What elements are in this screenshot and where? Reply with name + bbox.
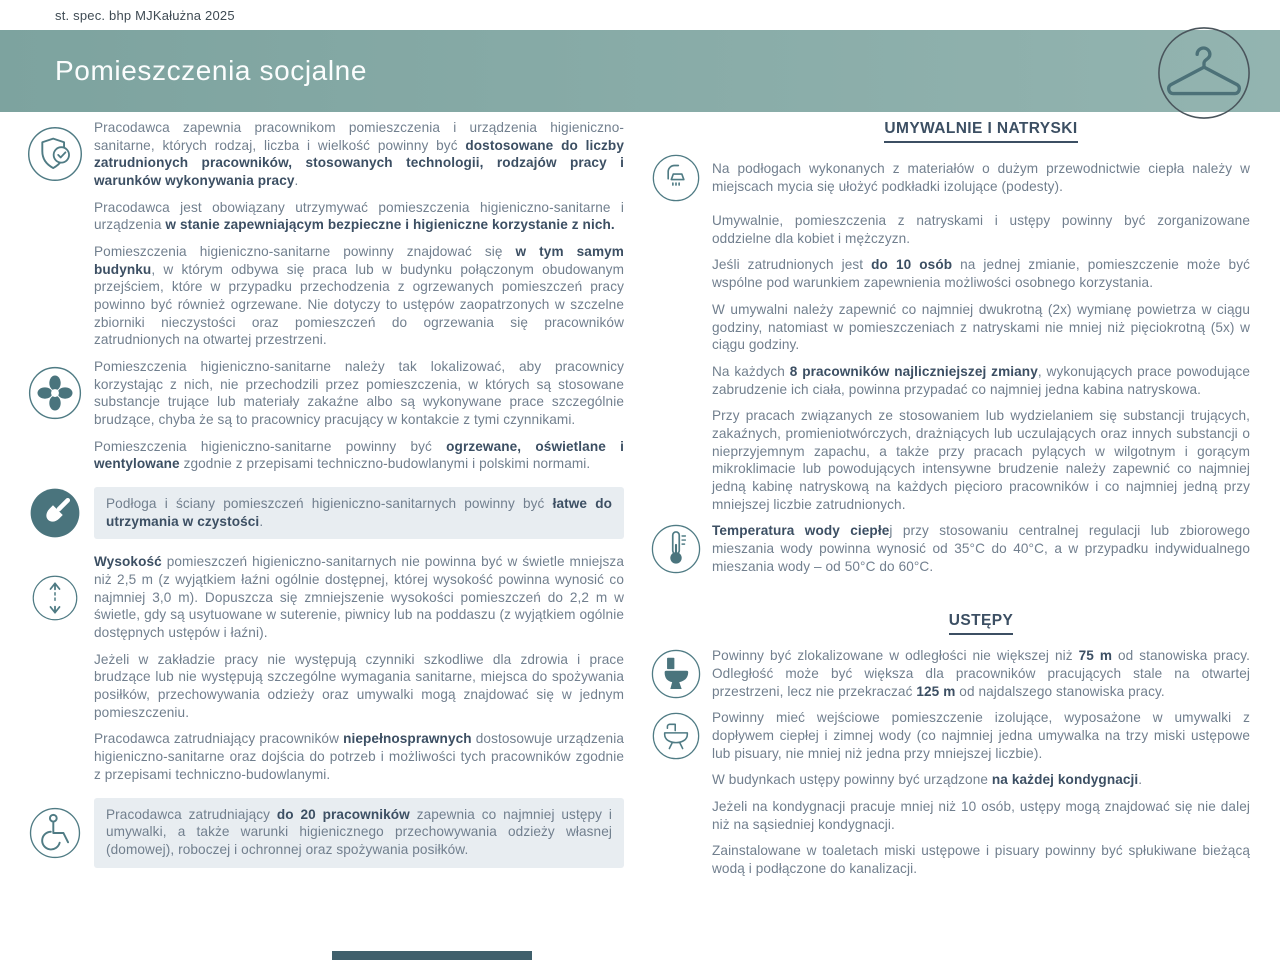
page-title: Pomieszczenia socjalne <box>55 55 368 86</box>
paragraph-text: Jeśli zatrudnionych jest do 10 osób na jednej zmianie, pomieszczenie może być wspólne pod warunkiem zapewnienia możliwości osobnego korzystania. <box>712 257 1250 291</box>
paragraph-text: Zainstalowane w toaletach miski ustępowe i pisuary powinny być spłukiwane bieżącą wodą i podłączone do kanalizacji. <box>712 843 1250 877</box>
para-separate-for-sexes <box>646 212 1250 247</box>
heading-umywalnie: UMYWALNIE I NATRYSKI <box>884 119 1077 143</box>
para-localization <box>22 358 624 429</box>
para-water-temperature <box>646 522 1250 575</box>
para-flushed-running-water <box>646 842 1250 877</box>
paragraph-text: Umywalnie, pomieszczenia z natryskami i ustępy powinny być zorganizowane oddzielne dla kobiet i mężczyzn. <box>712 213 1250 246</box>
left-column <box>0 119 640 887</box>
para-single-room <box>22 651 624 722</box>
section-umywalnie-heading <box>646 119 1250 143</box>
para-every-storey <box>646 771 1250 789</box>
credit-text: st. spec. bhp MJKałużna 2025 <box>55 7 235 23</box>
broom-icon <box>22 487 88 539</box>
para-shared-up-to-10 <box>646 256 1250 291</box>
para-same-building <box>22 243 624 349</box>
next-section-band-fragment <box>332 951 532 960</box>
para-maintain-safe-state <box>22 199 624 234</box>
para-up-to-20-workers <box>22 798 624 868</box>
paragraph-text: Pracodawca zatrudniający do 20 pracowników zapewnia co najmniej ustępy i umywalki, a także warunki higienicznego przechowywania odzieży własnej (domowej), roboczej i ochronnej oraz spożywania posiłków. <box>94 798 624 868</box>
para-disabled-workers <box>22 730 624 783</box>
paragraph-text: Wysokość pomieszczeń higieniczno-sanitarnych nie powinna być w świetle mniejsza niż 2,5 m (z wyjątkiem łaźni ogólnie dostępnej, której wysokość powinna wynosić co najmniej 3,0 m). Dopuszcza się zmniejszenie wysokości pomieszczeń do 2,2 m w świetle, gdy są usytuowane w suterenie, piwnicy lub na poddaszu (z wyjątkiem ogólnie dostępnych ustępów i łaźni). <box>94 554 624 641</box>
paragraph-text: Podłoga i ściany pomieszczeń higieniczno-sanitarnych powinny być łatwe do utrzymania w czystości. <box>94 487 624 539</box>
wheelchair-icon <box>22 806 88 860</box>
para-employer-provides <box>22 119 624 190</box>
height-arrows-icon <box>22 574 88 622</box>
para-height <box>22 553 624 641</box>
credit-bar <box>0 0 1280 30</box>
paragraph-text: Powinny mieć wejściowe pomieszczenie izolujące, wyposażone w umywalki z dopływem ciepłej i zimnej wody (co najmniej jedna umywalka na trzy miski ustępowe lub pisuary, nie mniej niż jedna przy mniejszej liczbie). <box>712 710 1250 761</box>
heading-ustepy: USTĘPY <box>949 611 1013 635</box>
para-adjacent-storey <box>646 798 1250 833</box>
section-ustepy-heading <box>646 611 1250 635</box>
paragraph-text: Pomieszczenia higieniczno-sanitarne powinny być ogrzewane, oświetlane i wentylowane zgodnie z przepisami techniczno-budowlanymi i polskimi normami. <box>94 438 624 472</box>
shower-icon <box>646 153 706 203</box>
paragraph-text: W budynkach ustępy powinny być urządzone na każdej kondygnacji. <box>712 772 1143 788</box>
para-toilet-distance <box>646 647 1250 700</box>
content <box>0 119 1280 887</box>
paragraph-text: Pomieszczenia higieniczno-sanitarne powinny znajdować się w tym samym budynku, w którym odbywa się praca lub w budynku połączonym obudowanym przejściem, które w przypadku przechodzenia z ogrzewanych pomieszczeń pracy powinno być również ogrzewane. Nie dotyczy to ustępów zaopatrzonych w szczelne zbiorniki nieczystości oraz pomieszczeń do ogrzewania się pracowników zatrudnionych na otwartej przestrzeni. <box>94 244 624 348</box>
para-entrance-room <box>646 709 1250 762</box>
fan-icon <box>22 365 88 421</box>
paragraph-text: Pracodawca jest obowiązany utrzymywać pomieszczenia higieniczno-sanitarne i urządzenia w stanie zapewniającym bezpieczne i higieniczne korzystanie z nich. <box>94 199 624 233</box>
paragraph-text: W umywalni należy zapewnić co najmniej dwukrotną (2x) wymianę powietrza w ciągu godziny, natomiast w pomieszczeniach z natryskami nie mniej niż pięciokrotną (5x) w ciągu godziny. <box>712 301 1250 353</box>
paragraph-text: Powinny być zlokalizowane w odległości nie większej niż 75 m od stanowiska pracy. Odległość może być większa dla pracowników pracujących stale na otwartej przestrzeni, lecz nie przekraczać 125 m od najdalszego stanowiska pracy. <box>712 648 1250 699</box>
washbasin-icon <box>646 711 706 761</box>
paragraph-text: Na każdych 8 pracowników najliczniejszej zmiany, wykonujących prace powodujące zabrudzenie ich ciała, powinna przypadać co najmniej jedna kabina natryskowa. <box>712 363 1251 397</box>
paragraph-text: Jeżeli w zakładzie pracy nie występują czynniki szkodliwe dla zdrowia i prace brudzące lub nie występują szczególne wymagania sanitarne, miejsca do spożywania posiłków, przechowywania odzieży oraz umywalki mogą znajdować się w jednym pomieszczeniu. <box>94 651 624 720</box>
toilet-icon <box>646 648 706 700</box>
paragraph-text: Pomieszczenia higieniczno-sanitarne należy tak lokalizować, aby pracownicy korzystając z nich, nie przechodzili przez pomieszczenia, w których są stosowane substancje trujące lub materiały zakaźne albo są wykonywane prace szczególnie brudzące, chyba że są to pracownicy pracujący w kontakcie z tymi czynnikami. <box>94 359 624 428</box>
right-column <box>640 119 1280 887</box>
thermometer-icon <box>646 523 706 575</box>
paragraph-text: Pracodawca zatrudniający pracowników niepełnosprawnych dostosowuje urządzenia higieniczno-sanitarne oraz dojścia do potrzeb i możliwości tych pracowników zgodnie z przepisami techniczno-budowlanymi. <box>94 731 624 782</box>
para-floors-walls-clean <box>22 487 624 539</box>
clothes-hanger-icon <box>1155 24 1253 122</box>
shield-check-icon <box>22 125 88 183</box>
para-air-exchange <box>646 301 1250 354</box>
paragraph-text: Jeżeli na kondygnacji pracuje mniej niż 10 osób, ustępy mogą znajdować się nie dalej niż na sąsiedniej kondygnacji. <box>712 799 1250 832</box>
paragraph-text: Na podłogach wykonanych z materiałów o dużym przewodnictwie ciepła należy w miejscach mycia się ułożyć podkładki izolujące (podesty). <box>712 161 1250 195</box>
para-heated-lit-ventilated <box>22 438 624 473</box>
paragraph-text: Przy pracach związanych ze stosowaniem lub wydzielaniem się substancji trujących, zakaźnych, promieniotwórczych, drażniących lub uczulających oraz innych substancji o nieprzyjemnym zapachu, a także przy pracach pylących w wilgotnym i gorącym mikroklimacie lub powodujących intensywne brudzenie należy zapewnić co najmniej jedną kabinę natryskową na każdych pięcioro pracowników i co najmniej jedną przy mniejszej liczbie zatrudnionych. <box>712 408 1250 512</box>
para-hazardous-substances <box>646 407 1250 513</box>
paragraph-text: Temperatura wody ciepłej przy stosowaniu centralnej regulacji lub zbiorowego mieszania wody powinna wynosić od 35°C do 40°C, a w przypadku indywidualnego mieszania wody – od 50°C do 60°C. <box>712 523 1250 574</box>
paragraph-text: Pracodawca zapewnia pracownikom pomieszczenia i urządzenia higieniczno-sanitarne, których rodzaj, liczba i wielkość powinny być dostosowane do liczby zatrudnionych pracowników, stosowanych technologii, rodzajów pracy i warunków wykonywania pracy. <box>94 120 624 189</box>
para-insulating-pads <box>646 153 1250 203</box>
para-shower-per-8-workers <box>646 363 1250 398</box>
title-band <box>0 30 1280 112</box>
